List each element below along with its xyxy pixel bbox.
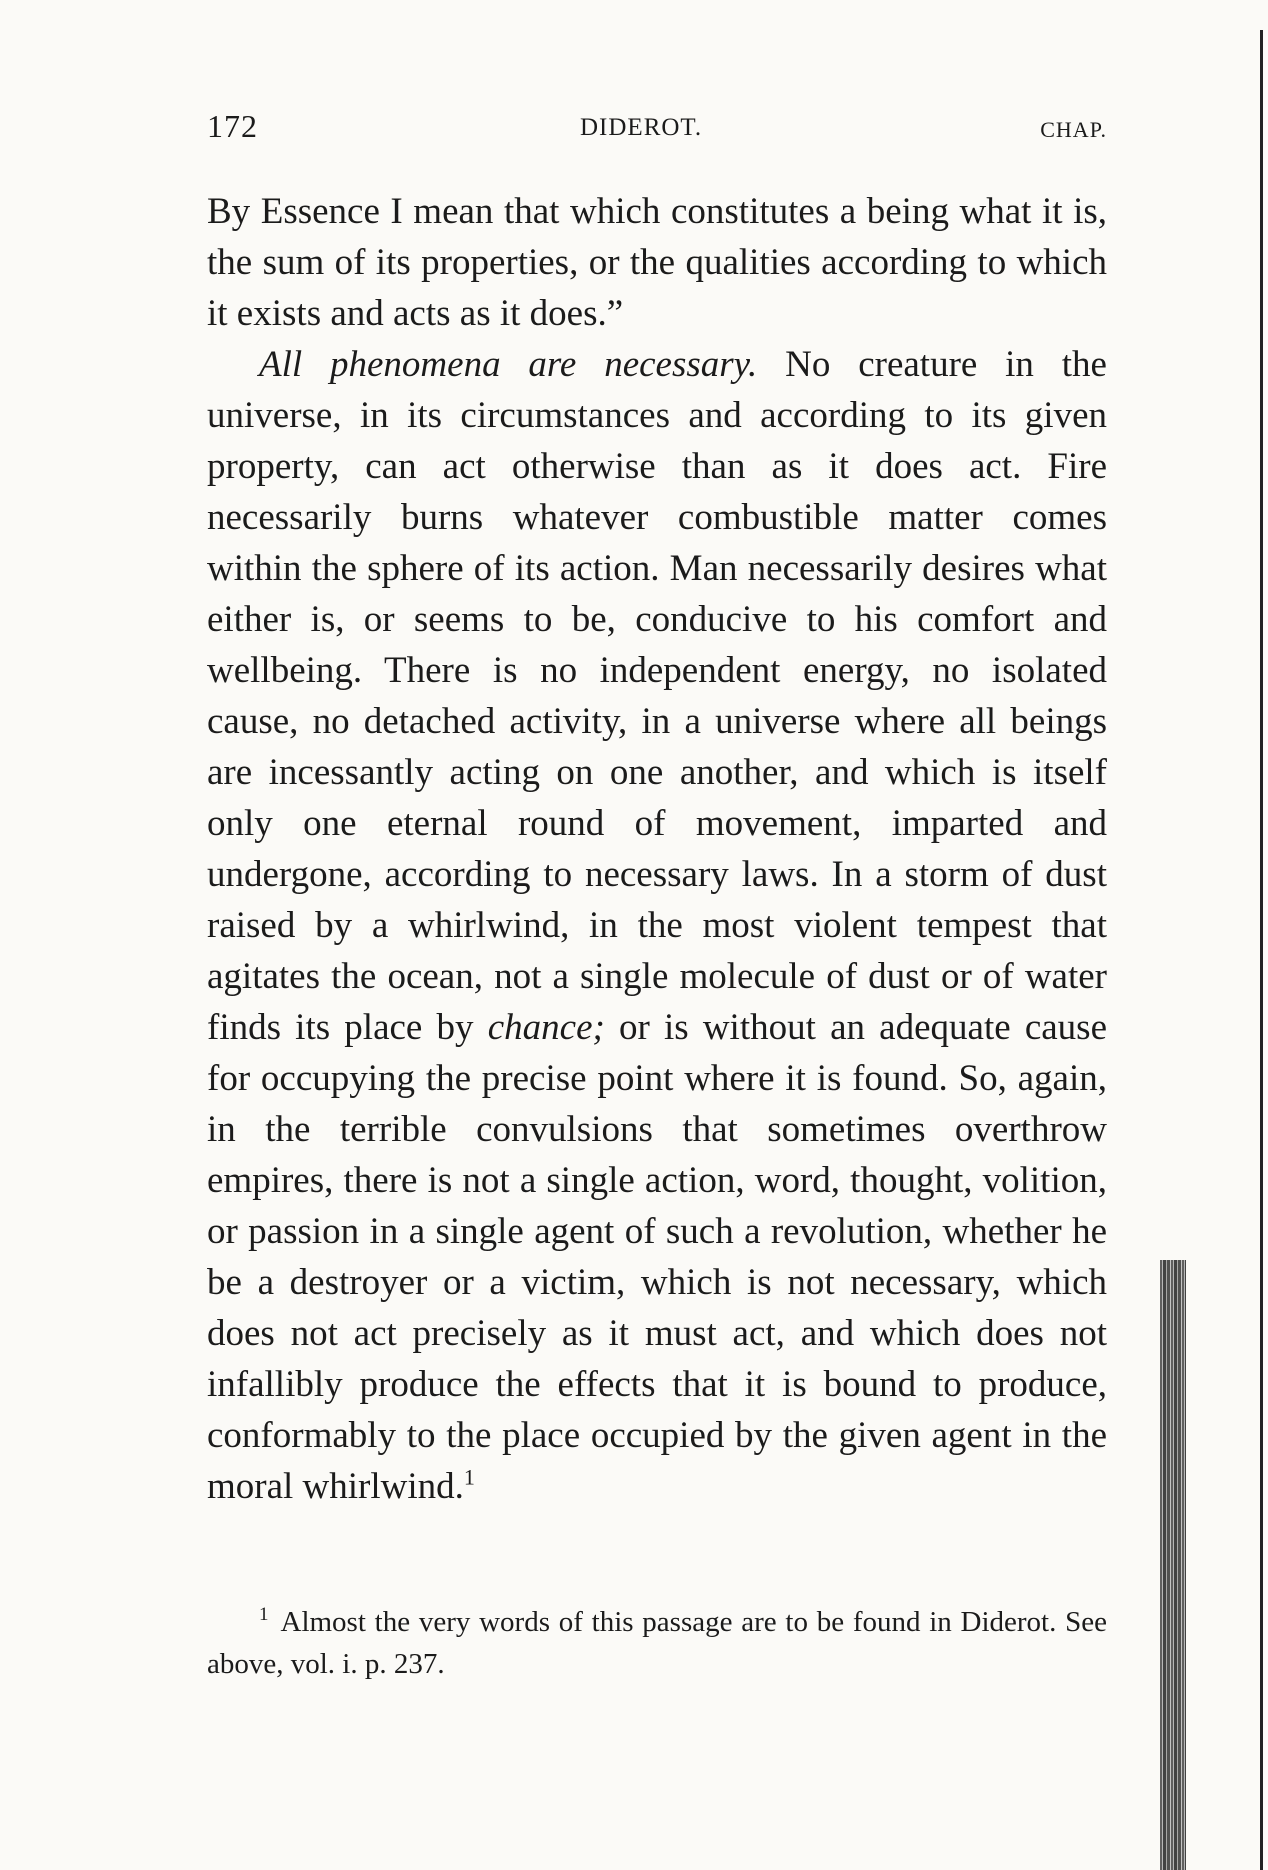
paragraph-2 (207, 339, 1107, 1512)
paragraph-2-part-b: or is without an adequate cause for occupying the precise point where it is found. So, again, in the terrible convulsions that sometimes overthrow empires, there is not a single action, word, thought, volition, or passion in a single agent of such a revolution, whether he be a destroyer or a victim, which is not necessary, which does not act precisely as it must act, and which does not infallibly produce the effects that it is bound to produce, conformably to the place occupied by the given agent in the moral whirlwind. (207, 1007, 1107, 1507)
page-header (207, 108, 1107, 148)
paragraph-2-part-a: No creature in the universe, in its circumstances and according to its given property, can act otherwise than as it does act. Fire necessarily burns whatever combustible matter comes within the sphere of its action. Man necessarily desires what either is, or seems to be, conducive to his comfort and wellbeing. There is no independent energy, no isolated cause, no detached activity, in a universe where all beings are incessantly acting on one another, and which is itself only one eternal round of movement, imparted and undergone, according to necessary laws. In a storm of dust raised by a whirlwind, in the most violent tempest that agitates the ocean, not a single molecule of dust or of water finds its place by (207, 344, 1107, 1048)
footnote-mark: 1 (259, 1604, 269, 1626)
footnote-reference: 1 (463, 1464, 475, 1490)
running-head: DIDEROT. (580, 114, 703, 141)
footnote-text: Almost the very words of this passage are to be found in Diderot. See above, vol. i. p. 237. (207, 1606, 1107, 1680)
chapter-label: CHAP. (1040, 117, 1107, 142)
main-text (207, 186, 1107, 1512)
scan-edge-band (1160, 1260, 1186, 1870)
scan-edge-line (1260, 30, 1263, 1870)
footnote (207, 1601, 1107, 1685)
page-number: 172 (207, 108, 258, 144)
paragraph-1: By Essence I mean that which constitutes a being what it is, the sum of its properties, or the qualities according to which it exists and acts as it does.” (207, 191, 1107, 334)
italic-phrase: All phenomena are necessary. (259, 344, 758, 385)
italic-chance: chance; (487, 1007, 605, 1048)
